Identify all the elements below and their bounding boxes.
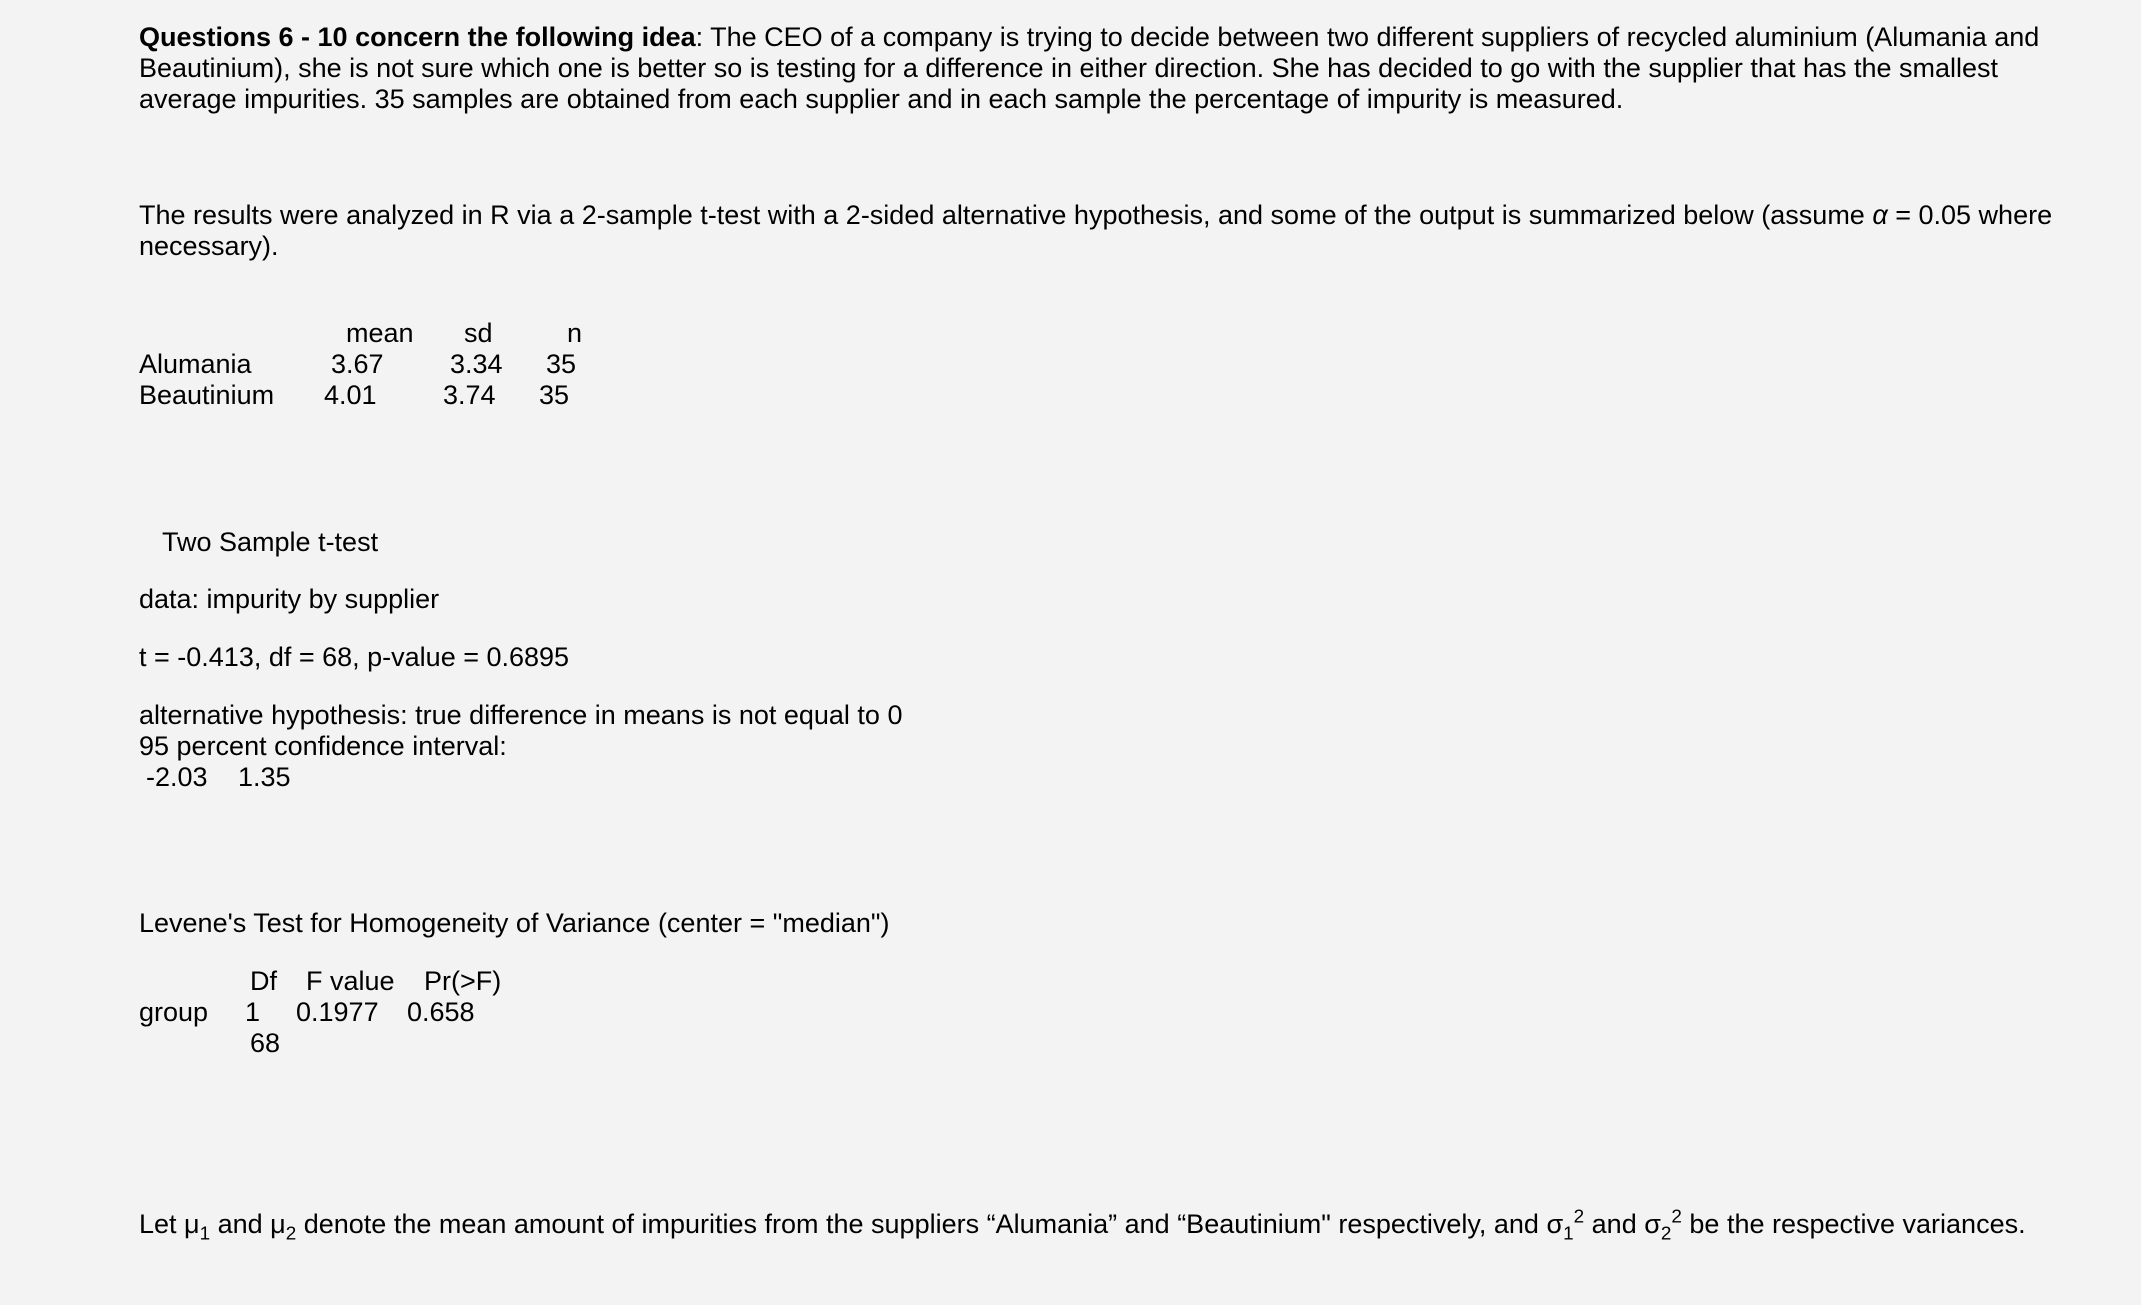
levene-header-df: Df	[250, 966, 277, 996]
alumania-n: 35	[546, 349, 577, 379]
levene-df: 1	[245, 997, 261, 1027]
analysis-note	[139, 200, 2099, 262]
t-test-stats-line: t = -0.413, df = 68, p-value = 0.6895	[139, 642, 570, 672]
ci-upper: 1.35	[238, 762, 291, 792]
analysis-text-before: The results were analyzed in R via a 2-sample t-test with a 2-sided alternative hypothesis, and some of the output is summarized below (assume	[139, 200, 1873, 230]
header-sd: sd	[464, 318, 493, 348]
alumania-sd: 3.34	[450, 349, 503, 379]
definitions-line	[139, 1206, 2026, 1245]
levene-p-value: 0.658	[407, 997, 475, 1027]
def-text-3: denote the mean amount of impurities from the suppliers “Alumania” and “Beautinium" respectively, and σ	[296, 1209, 1564, 1239]
def-text-5: be the respective variances.	[1681, 1209, 2026, 1239]
t-test-data-line: data: impurity by supplier	[139, 584, 440, 614]
row-label-alumania: Alumania	[139, 349, 252, 379]
levene-f-value: 0.1977	[296, 997, 379, 1027]
levene-header-f-value: F value	[306, 966, 395, 996]
def-sub-2: 2	[285, 1223, 297, 1245]
intro-lead: Questions 6 - 10 concern the following idea	[139, 22, 696, 52]
header-n: n	[567, 318, 583, 348]
header-mean: mean	[346, 318, 414, 348]
def-sup-1: 2	[1573, 1206, 1585, 1228]
beautinium-mean: 4.01	[324, 380, 377, 410]
def-sub-1: 1	[199, 1223, 211, 1245]
levene-df-residual: 68	[250, 1028, 281, 1058]
def-text-2: and μ	[210, 1209, 286, 1239]
def-text-4: and σ	[1584, 1209, 1661, 1239]
ci-lower: -2.03	[146, 762, 208, 792]
intro-text: : The CEO of a company is trying to decide between two different suppliers of recycled aluminium (Alumania and Beautinium), she is not sure which one is better so is testing for a difference in either direction. She has decided to go with the supplier that has the smallest average impurities. 35 samples are obtained from each supplier and in each sample the percentage of impurity is measured.	[139, 22, 2040, 114]
t-test-title: Two Sample t-test	[162, 527, 379, 557]
def-sub-4: 2	[1660, 1223, 1672, 1245]
intro-paragraph	[139, 22, 2099, 115]
beautinium-n: 35	[539, 380, 570, 410]
levene-header-pr: Pr(>F)	[424, 966, 502, 996]
alpha-symbol: α	[1872, 200, 1888, 230]
def-text-1: Let μ	[139, 1209, 200, 1239]
alt-hypothesis-line: alternative hypothesis: true difference in means is not equal to 0	[139, 700, 903, 730]
levene-title: Levene's Test for Homogeneity of Variance (center = "median")	[139, 908, 890, 938]
def-sub-3: 1	[1563, 1223, 1574, 1245]
row-label-beautinium: Beautinium	[139, 380, 275, 410]
ci-label: 95 percent confidence interval:	[139, 731, 507, 761]
levene-row-label: group	[139, 997, 209, 1027]
analysis-text-after: = 0.05 where necessary).	[139, 200, 2053, 261]
beautinium-sd: 3.74	[443, 380, 496, 410]
def-sup-2: 2	[1671, 1206, 1682, 1228]
alumania-mean: 3.67	[331, 349, 384, 379]
